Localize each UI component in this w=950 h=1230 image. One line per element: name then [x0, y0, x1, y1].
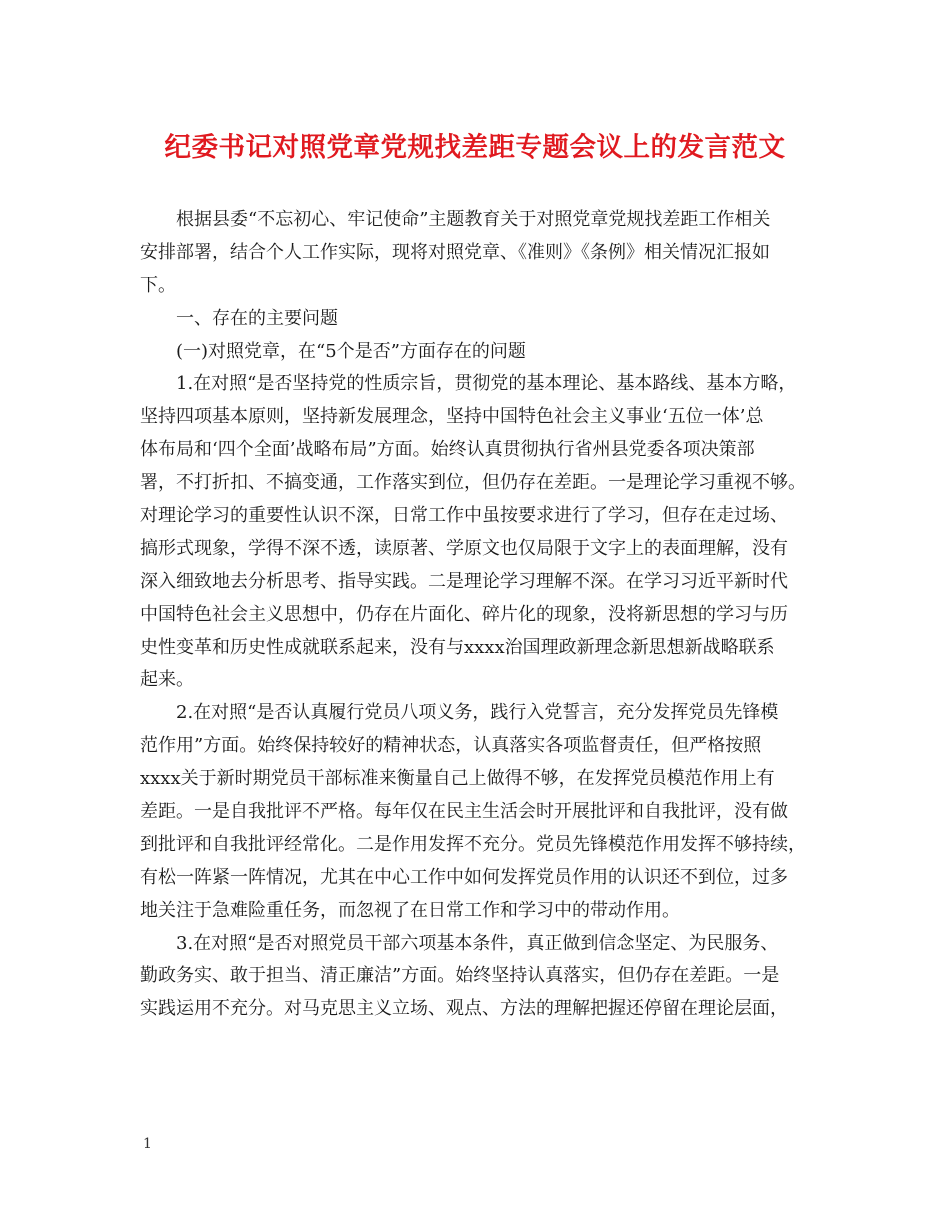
body-line: 搞形式现象，学得不深不透，读原著、学原文也仅局限于文字上的表面理解，没有 — [140, 537, 788, 559]
body-line: 署，不打折扣、不搞变通，工作落实到位，但仍存在差距。一是理论学习重视不够。 — [140, 472, 806, 494]
body-line: 实践运用不充分。对马克思主义立场、观点、方法的理解把握还停留在理论层面， — [140, 998, 788, 1020]
body-line: xxxx关于新时期党员干部标准来衡量自己上做得不够，在发挥党员模范作用上有 — [140, 768, 775, 790]
body-line: 3.在对照“是否对照党员干部六项基本条件，真正做到信念坚定、为民服务、 — [176, 932, 779, 954]
body-line: 对理论学习的重要性认识不深，日常工作中虽按要求进行了学习，但存在走过场、 — [140, 505, 788, 527]
body-line: 中国特色社会主义思想中，仍存在片面化、碎片化的现象，没将新思想的学习与历 — [140, 603, 788, 625]
body-line: 起来。 — [140, 669, 194, 691]
body-line: 根据县委“不忘初心、牢记使命”主题教育关于对照党章党规找差距工作相关 — [176, 209, 771, 230]
body-line: 史性变革和历史性成就联系起来，没有与xxxx治国理政新理念新思想新战略联系 — [140, 636, 775, 658]
body-line: 坚持四项基本原则，坚持新发展理念，坚持中国特色社会主义事业‘五位一体’总 — [140, 406, 764, 428]
body-line: 体布局和‘四个全面’战略布局”方面。始终认真贯彻执行省州县党委各项决策部 — [140, 439, 755, 461]
body-line: 地关注于急难险重任务，而忽视了在日常工作和学习中的带动作用。 — [140, 899, 680, 921]
document-body — [140, 204, 810, 1026]
body-line: 有松一阵紧一阵情况，尤其在中心工作中如何发挥党员作用的认识还不到位，过多 — [140, 866, 788, 888]
body-line: 范作用”方面。始终保持较好的精神状态，认真落实各项监督责任，但严格按照 — [140, 735, 762, 757]
body-line: 安排部署，结合个人工作实际，现将对照党章、《准则》《条例》相关情况汇报如 — [140, 241, 770, 263]
body-line: 一、存在的主要问题 — [176, 307, 338, 329]
body-line: 下。 — [140, 274, 176, 296]
document-title: 纪委书记对照党章党规找差距专题会议上的发言范文 — [164, 132, 786, 163]
body-line: 1.在对照“是否坚持党的性质宗旨，贯彻党的基本理论、基本路线、基本方略， — [176, 373, 797, 395]
body-line: 勤政务实、敢于担当、清正廉洁”方面。始终坚持认真落实，但仍存在差距。一是 — [140, 965, 780, 987]
body-line: (一)对照党章，在“5个是否”方面存在的问题 — [176, 340, 526, 362]
body-line: 深入细致地去分析思考、指导实践。二是理论学习理解不深。在学习习近平新时代 — [140, 570, 788, 592]
body-line: 到批评和自我批评经常化。二是作用发挥不充分。党员先锋模范作用发挥不够持续， — [140, 833, 806, 855]
body-line: 差距。一是自我批评不严格。每年仅在民主生活会时开展批评和自我批评，没有做 — [140, 801, 788, 823]
page-number: 1 — [143, 1136, 152, 1152]
body-line: 2.在对照“是否认真履行党员八项义务，践行入党誓言，充分发挥党员先锋模 — [176, 702, 779, 724]
